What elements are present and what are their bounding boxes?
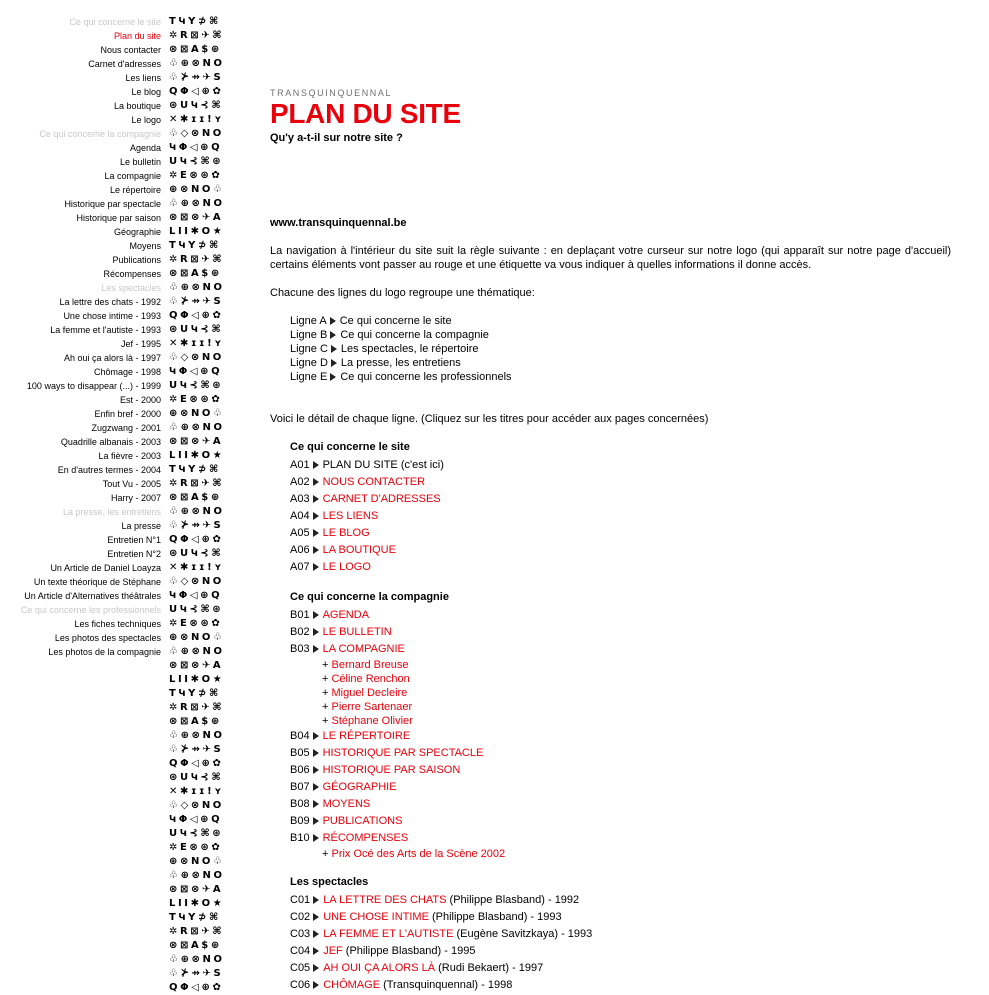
nav-link[interactable]: Chômage - 1998 <box>93 367 161 377</box>
sitemap-row <box>290 762 951 779</box>
sub-item <box>322 672 951 686</box>
logo-glyph-row: UԿ⊰⌘⊛ <box>169 828 224 839</box>
nav-link[interactable]: Enfin bref - 2000 <box>94 409 161 419</box>
logo-lines-list <box>290 314 951 384</box>
plus-sign: + <box>322 715 332 727</box>
sitemap-row <box>290 728 951 745</box>
nav-link[interactable]: Zugzwang - 2001 <box>91 423 161 433</box>
logo-glyph-row: ♧◇⊗NO <box>169 352 224 363</box>
logo-glyph-row: UԿ⊰⌘⊛ <box>169 380 224 391</box>
logo-glyph-row: ✲R⊠✈⌘ <box>169 254 225 265</box>
sitemap-row <box>290 559 951 576</box>
sitemap-row <box>290 796 951 813</box>
logo-glyph-row: ♧⊕⊗NO <box>169 198 225 209</box>
arrow-right-icon <box>313 783 319 791</box>
sitemap-link[interactable]: HISTORIQUE PAR SPECTACLE <box>322 747 484 759</box>
sub-link[interactable]: Céline Renchon <box>331 673 410 685</box>
row-code: A04 <box>290 510 310 522</box>
row-code: A01 <box>290 459 310 471</box>
arrow-right-icon <box>313 800 319 808</box>
nav-link[interactable]: Entretien N°2 <box>107 549 161 559</box>
row-code: B05 <box>290 747 310 759</box>
logo-glyph-row: ♧⊕⊗NO <box>169 730 225 741</box>
row-code: A03 <box>290 493 310 505</box>
logo-glyph-row: UԿ⊰⌘⊛ <box>169 604 224 615</box>
sitemap-row <box>290 542 951 559</box>
logo-glyph-row: ⊗⊠⊗✈A <box>169 660 224 671</box>
plus-sign: + <box>322 701 332 713</box>
sitemap-link[interactable]: LA FEMME ET L'AUTISTE <box>323 928 454 940</box>
line-label: Les spectacles, le répertoire <box>340 343 479 355</box>
page-title: PLAN DU SITE <box>270 98 461 129</box>
row-code: B03 <box>290 643 310 655</box>
arrow-right-icon <box>313 563 319 571</box>
logo-glyph-row: ✲E⊗⊛✿ <box>169 618 223 629</box>
logo-glyph-row: ԿΦ◁⊕Q <box>169 590 223 601</box>
row-code: C04 <box>290 945 311 957</box>
nav-link[interactable]: La fièvre - 2003 <box>98 451 161 461</box>
site-url: www.transquinquennal.be <box>270 217 407 229</box>
logo-glyph-row: ♧◇⊗NO <box>169 128 224 139</box>
row-code: C03 <box>290 928 311 940</box>
logo-glyph-row: ⊛UԿ⊰⌘ <box>169 772 224 783</box>
nav-link[interactable]: Le répertoire <box>109 185 161 195</box>
row-code: A02 <box>290 476 310 488</box>
nav-link[interactable]: Historique par spectacle <box>64 199 161 209</box>
nav-link[interactable]: Ah oui ça alors là - 1997 <box>63 353 161 363</box>
logo-glyph-row: TԿY⊅⌘ <box>169 688 221 699</box>
sitemap-row <box>290 508 951 525</box>
row-code: B09 <box>290 815 310 827</box>
nav-section-heading: Ce qui concerne le site <box>69 17 161 27</box>
nav-link[interactable]: Agenda <box>129 143 161 153</box>
sitemap-link[interactable]: LA BOUTIQUE <box>322 544 396 556</box>
logo-line-item <box>290 328 951 342</box>
logo-glyph-row: ԿΦ◁⊕Q <box>169 366 223 377</box>
nav-link[interactable]: Un Article d'Alternatives théâtrales <box>24 591 161 601</box>
logo-glyph-row: LII✱O★ <box>169 450 225 461</box>
line-label: Ce qui concerne le site <box>339 315 452 327</box>
arrow-right-icon <box>313 546 319 554</box>
detail-intro: Voici le détail de chaque ligne. (Cliquez sur les titres pour accéder aux pages concernées) <box>270 413 709 425</box>
row-code: B10 <box>290 832 310 844</box>
sub-link[interactable]: Prix Océ des Arts de la Scène 2002 <box>331 848 506 860</box>
nav-link[interactable]: Les liens <box>125 73 161 83</box>
section-b-heading: Ce qui concerne la compagnie <box>290 591 449 603</box>
logo-glyph-row: ⊗⊠⊗✈A <box>169 884 224 895</box>
sitemap-row <box>290 943 951 960</box>
row-detail: (Transquinquennal) - 1998 <box>380 979 513 991</box>
row-code: B08 <box>290 798 310 810</box>
nav-link[interactable]: Un Article de Daniel Loayza <box>50 563 161 573</box>
nav-link[interactable]: En d'autres termes - 2004 <box>57 465 161 475</box>
sitemap-row <box>290 745 951 762</box>
arrow-right-icon <box>331 345 337 353</box>
arrow-right-icon <box>313 512 319 520</box>
section-c-heading: Les spectacles <box>290 876 369 888</box>
sitemap-row <box>290 525 951 542</box>
sitemap-link[interactable]: CARNET D'ADRESSES <box>322 493 441 505</box>
nav-link[interactable]: Moyens <box>129 241 161 251</box>
nav-link[interactable]: La boutique <box>113 101 161 111</box>
arrow-right-icon <box>313 913 319 921</box>
sitemap-link[interactable]: LA LETTRE DES CHATS <box>323 894 447 906</box>
nav-link[interactable]: La presse <box>121 521 161 531</box>
logo-glyph-row: TԿY⊅⌘ <box>169 464 221 475</box>
line-code: Ligne E <box>290 371 328 383</box>
sitemap-row <box>290 624 951 641</box>
main-content <box>270 87 951 994</box>
logo-glyph-row: ✕✱ɪɪ!ʏ <box>169 562 225 573</box>
arrow-right-icon <box>313 611 319 619</box>
logo-glyph-column <box>169 15 233 995</box>
sitemap-link[interactable]: PUBLICATIONS <box>322 815 403 827</box>
logo-glyph-row: LII✱O★ <box>169 226 225 237</box>
page-subtitle: Qu'y a-t-il sur notre site ? <box>270 132 403 144</box>
sub-link[interactable]: Bernard Breuse <box>331 659 409 671</box>
logo-glyph-row: TԿY⊅⌘ <box>169 912 221 923</box>
nav-section-heading: Les spectacles <box>101 283 161 293</box>
arrow-right-icon <box>313 817 319 825</box>
logo-glyph-row: ⊛UԿ⊰⌘ <box>169 100 224 111</box>
nav-link[interactable]: La compagnie <box>104 171 161 181</box>
sitemap-row <box>290 457 951 474</box>
sitemap-row <box>290 491 951 508</box>
logo-glyph-row: ⊛UԿ⊰⌘ <box>169 548 224 559</box>
logo-glyph-row: ✲E⊗⊛✿ <box>169 170 223 181</box>
logo-glyph-row: QΦ◁⊕✿ <box>169 758 224 769</box>
sitemap-link[interactable]: LA COMPAGNIE <box>322 643 405 655</box>
row-code: C06 <box>290 979 311 991</box>
arrow-right-icon <box>313 766 319 774</box>
nav-section-heading: Ce qui concerne la compagnie <box>39 129 161 139</box>
nav-link[interactable]: Les photos des spectacles <box>54 633 161 643</box>
sitemap-link[interactable]: UNE CHOSE INTIME <box>323 911 429 923</box>
sitemap-link[interactable]: LE LOGO <box>322 561 371 573</box>
logo-glyph-row: ⊛UԿ⊰⌘ <box>169 324 224 335</box>
sitemap-row <box>290 830 951 847</box>
row-detail: (Philippe Blasband) - 1993 <box>428 911 562 923</box>
nav-link[interactable]: Est - 2000 <box>119 395 161 405</box>
logo-glyph-row: ⊕⊗NO♧ <box>169 632 225 643</box>
nav-link[interactable]: Le blog <box>131 87 161 97</box>
row-code: B07 <box>290 781 310 793</box>
sitemap-row <box>290 641 951 658</box>
logo-glyph-row: ✕✱ɪɪ!ʏ <box>169 114 225 125</box>
line-label: La presse, les entretiens <box>340 357 461 369</box>
sub-item <box>322 714 951 728</box>
logo-glyph-row: ♧⊕⊗NO <box>169 58 225 69</box>
arrow-right-icon <box>313 749 319 757</box>
nav-link[interactable]: Géographie <box>113 227 161 237</box>
line-label: Ce qui concerne la compagnie <box>340 329 489 341</box>
logo-glyph-row: ⊕⊗NO♧ <box>169 408 225 419</box>
section-c-list <box>290 892 951 994</box>
arrow-right-icon <box>313 461 319 469</box>
logo-glyph-row: ♧⊁⇸✈S <box>169 744 224 755</box>
nav-link[interactable]: Harry - 2007 <box>110 493 161 503</box>
logo-glyph-row: QΦ◁⊕✿ <box>169 310 224 321</box>
logo-glyph-row: ⊗⊠A$⊕ <box>169 44 222 55</box>
row-detail: (Eugène Savitzkaya) - 1993 <box>453 928 593 940</box>
logo-glyph-row: UԿ⊰⌘⊛ <box>169 156 224 167</box>
line-label: Ce qui concerne les professionnels <box>340 371 512 383</box>
row-code: B04 <box>290 730 310 742</box>
sitemap-row <box>290 960 951 977</box>
logo-glyph-row: ♧⊕⊗NO <box>169 954 225 965</box>
logo-glyph-row: LII✱O★ <box>169 898 225 909</box>
logo-glyph-row: ♧⊁⇸✈S <box>169 520 224 531</box>
row-code: A06 <box>290 544 310 556</box>
logo-glyph-row: TԿY⊅⌘ <box>169 240 221 251</box>
sitemap-link[interactable]: AGENDA <box>322 609 370 621</box>
row-code: A07 <box>290 561 310 573</box>
arrow-right-icon <box>313 834 319 842</box>
nav-link[interactable]: Historique par saison <box>76 213 161 223</box>
logo-glyph-row: ⊕⊗NO♧ <box>169 184 225 195</box>
nav-section-heading: La presse, les entretiens <box>62 507 161 517</box>
arrow-right-icon <box>313 495 319 503</box>
sitemap-row <box>290 926 951 943</box>
arrow-right-icon <box>313 529 319 537</box>
arrow-right-icon <box>313 896 319 904</box>
row-detail: (Rudi Bekaert) - 1997 <box>435 962 544 974</box>
logo-glyph-row: ✲R⊠✈⌘ <box>169 702 225 713</box>
logo-glyph-row: ⊕⊗NO♧ <box>169 856 225 867</box>
sitemap-row <box>290 474 951 491</box>
arrow-right-icon <box>313 732 319 740</box>
nav-link[interactable]: Le bulletin <box>119 157 161 167</box>
sub-link[interactable]: Miguel Decleire <box>331 687 408 699</box>
sitemap-link[interactable]: HISTORIQUE PAR SAISON <box>322 764 461 776</box>
logo-line-item <box>290 356 951 370</box>
sitemap-link[interactable]: MOYENS <box>322 798 371 810</box>
sitemap-link[interactable]: LE RÉPERTOIRE <box>322 730 411 742</box>
nav-link[interactable]: Entretien N°1 <box>107 535 161 545</box>
arrow-right-icon <box>330 373 336 381</box>
logo-line-item <box>290 314 951 328</box>
sitemap-link[interactable]: GÉOGRAPHIE <box>322 781 397 793</box>
logo-glyph-row: ԿΦ◁⊕Q <box>169 814 223 825</box>
logo-line-item <box>290 370 951 384</box>
logo-glyph-row: ✲R⊠✈⌘ <box>169 30 225 41</box>
line-code: Ligne D <box>290 357 328 369</box>
row-code: A05 <box>290 527 310 539</box>
arrow-right-icon <box>313 981 319 989</box>
line-code: Ligne B <box>290 329 328 341</box>
logo-glyph-row: ✕✱ɪɪ!ʏ <box>169 338 225 349</box>
lines-intro: Chacune des lignes du logo regroupe une thématique: <box>270 287 535 299</box>
logo-glyph-row: ✲E⊗⊛✿ <box>169 394 223 405</box>
sitemap-link[interactable]: LE BLOG <box>322 527 370 539</box>
logo-glyph-row: ⊗⊠⊗✈A <box>169 212 224 223</box>
row-code: C05 <box>290 962 311 974</box>
arrow-right-icon <box>330 331 336 339</box>
sitemap-link[interactable]: AH OUI ÇA ALORS LÀ <box>323 962 436 974</box>
nav-link[interactable]: Le logo <box>131 115 161 125</box>
arrow-right-icon <box>313 947 319 955</box>
sub-item <box>322 686 951 700</box>
row-code: B01 <box>290 609 310 621</box>
sub-item <box>322 658 951 672</box>
nav-link[interactable]: 100 ways to disappear (...) - 1999 <box>26 381 161 391</box>
nav-link[interactable]: Plan du site <box>113 31 161 41</box>
sitemap-link[interactable]: RÉCOMPENSES <box>322 832 409 844</box>
logo-glyph-row: ✲R⊠✈⌘ <box>169 478 225 489</box>
logo-glyph-row: ♧⊁⇸✈S <box>169 968 224 979</box>
logo-glyph-row: QΦ◁⊕✿ <box>169 534 224 545</box>
logo-glyph-row: ⊗⊠⊗✈A <box>169 436 224 447</box>
row-code: C01 <box>290 894 311 906</box>
sitemap-link[interactable]: NOUS CONTACTER <box>322 476 426 488</box>
arrow-right-icon <box>313 628 319 636</box>
row-detail: (Philippe Blasband) - 1992 <box>446 894 580 906</box>
logo-glyph-row: ♧⊕⊗NO <box>169 870 225 881</box>
nav-link[interactable]: Carnet d'adresses <box>88 59 161 69</box>
sitemap-row <box>290 607 951 624</box>
section-a-list <box>290 457 951 576</box>
logo-glyph-row: ♧⊁⇸✈S <box>169 296 224 307</box>
sitemap-row <box>290 813 951 830</box>
sub-link[interactable]: Pierre Sartenaer <box>331 701 413 713</box>
logo-glyph-row: QΦ◁⊕✿ <box>169 86 224 97</box>
sitemap-row <box>290 909 951 926</box>
arrow-right-icon <box>313 645 319 653</box>
arrow-right-icon <box>331 359 337 367</box>
sub-link[interactable]: Stéphane Olivier <box>331 715 413 727</box>
sitemap-label: PLAN DU SITE (c'est ici) <box>322 459 444 471</box>
logo-glyph-row: TԿY⊅⌘ <box>169 16 221 27</box>
plus-sign: + <box>322 659 332 671</box>
logo-glyph-row: ⊗⊠A$⊕ <box>169 716 222 727</box>
logo-glyph-row: ⊗⊠A$⊕ <box>169 940 222 951</box>
nav-section-heading: Ce qui concerne les professionnels <box>20 605 161 615</box>
intro-paragraph: La navigation à l'intérieur du site suit la règle suivante : en deplaçant votre curseur sur notre logo (qui apparaît sur notre page d'accueil) certains éléments vont passer au rouge et une étiquette va vous indiquer à quelles informations il donne accès. <box>270 245 951 271</box>
arrow-right-icon <box>313 930 319 938</box>
site-kicker: TRANSQUINQUENNAL <box>270 88 393 98</box>
logo-glyph-row: ✕✱ɪɪ!ʏ <box>169 786 225 797</box>
nav-link[interactable]: Quadrille albanais - 2003 <box>60 437 161 447</box>
arrow-right-icon <box>330 317 336 325</box>
line-code: Ligne A <box>290 315 327 327</box>
logo-line-item <box>290 342 951 356</box>
arrow-right-icon <box>313 964 319 972</box>
sub-item <box>322 847 951 861</box>
sitemap-row <box>290 779 951 796</box>
row-code: C02 <box>290 911 311 923</box>
logo-glyph-row: ✲R⊠✈⌘ <box>169 926 225 937</box>
logo-glyph-row: ♧◇⊗NO <box>169 800 224 811</box>
logo-glyph-row: ♧⊕⊗NO <box>169 282 225 293</box>
arrow-right-icon <box>313 478 319 486</box>
nav-link[interactable]: Les fiches techniques <box>74 619 161 629</box>
sitemap-link[interactable]: LE BULLETIN <box>322 626 392 638</box>
nav-link[interactable]: Publications <box>112 255 161 265</box>
nav-link[interactable]: Les photos de la compagnie <box>48 647 161 657</box>
nav-link[interactable]: Jef - 1995 <box>120 339 161 349</box>
section-b-list <box>290 607 951 861</box>
logo-glyph-row: ⊗⊠A$⊕ <box>169 268 222 279</box>
logo-glyph-row: QΦ◁⊕✿ <box>169 982 224 993</box>
line-code: Ligne C <box>290 343 328 355</box>
plus-sign: + <box>322 687 332 699</box>
logo-glyph-row: LII✱O★ <box>169 674 225 685</box>
logo-glyph-row: ♧⊁⇸✈S <box>169 72 224 83</box>
nav-link[interactable]: Récompenses <box>103 269 161 279</box>
nav-link[interactable]: La femme et l'autiste - 1993 <box>50 325 161 335</box>
nav-link[interactable]: Tout Vu - 2005 <box>102 479 161 489</box>
section-a-heading: Ce qui concerne le site <box>290 441 410 453</box>
logo-glyph-row: ♧⊕⊗NO <box>169 646 225 657</box>
row-detail: (Philippe Blasband) - 1995 <box>342 945 476 957</box>
sitemap-link[interactable]: JEF <box>323 945 343 957</box>
left-navigation <box>0 15 161 659</box>
logo-glyph-row: ✲E⊗⊛✿ <box>169 842 223 853</box>
logo-glyph-row: ♧◇⊗NO <box>169 576 224 587</box>
nav-link[interactable]: Une chose intime - 1993 <box>63 311 161 321</box>
plus-sign: + <box>322 673 332 685</box>
sitemap-link[interactable]: CHÔMAGE <box>323 979 381 991</box>
logo-glyph-row: ⊗⊠A$⊕ <box>169 492 222 503</box>
row-code: B02 <box>290 626 310 638</box>
logo-glyph-row: ♧⊕⊗NO <box>169 422 225 433</box>
plus-sign: + <box>322 848 332 860</box>
sitemap-link[interactable]: LES LIENS <box>322 510 379 522</box>
nav-link[interactable]: La lettre des chats - 1992 <box>59 297 161 307</box>
nav-link[interactable]: Nous contacter <box>100 45 161 55</box>
row-code: B06 <box>290 764 310 776</box>
logo-glyph-row: ♧⊕⊗NO <box>169 506 225 517</box>
sitemap-row <box>290 977 951 994</box>
nav-link[interactable]: Un texte théorique de Stéphane <box>33 577 161 587</box>
logo-glyph-row: ԿΦ◁⊕Q <box>169 142 223 153</box>
sub-item <box>322 700 951 714</box>
sitemap-row <box>290 892 951 909</box>
